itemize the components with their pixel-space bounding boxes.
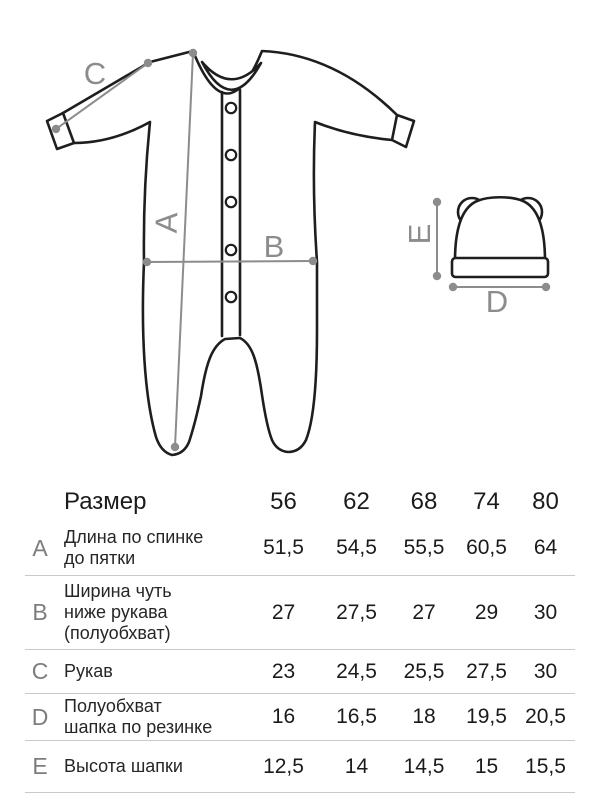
row-letter: C [25, 650, 55, 694]
cell-value: 30 [516, 650, 575, 694]
row-label-line: Длина по спинке [64, 527, 204, 547]
cell-value: 27 [245, 576, 322, 650]
row-label [55, 650, 245, 694]
hat-dome [455, 197, 545, 261]
cell-value: 27,5 [322, 576, 391, 650]
row-letter: A [25, 521, 55, 576]
header-letter-spacer [25, 488, 55, 521]
cell-value: 55,5 [391, 521, 457, 576]
row-label-line: Рукав [64, 661, 113, 681]
measurement-label-b: B [263, 229, 285, 264]
snap-button [226, 197, 236, 207]
cell-value: 23 [245, 650, 322, 694]
row-label-line: до пятки [64, 548, 136, 568]
table-row [25, 521, 575, 576]
row-label-line: (полуобхват) [64, 623, 171, 643]
table-title: Размер [64, 488, 147, 515]
hat-brim [452, 258, 548, 277]
snap-button [226, 150, 236, 160]
row-letter: D [25, 694, 55, 741]
row-letter: B [25, 576, 55, 650]
size-col-header: 62 [343, 488, 370, 515]
cell-value: 16 [245, 694, 322, 741]
table-row [25, 650, 575, 694]
cell-value: 15 [457, 741, 516, 793]
table-row [25, 576, 575, 650]
cell-value: 14,5 [391, 741, 457, 793]
hat-illustration [452, 197, 548, 277]
cell-value: 16,5 [322, 694, 391, 741]
cell-value: 18 [391, 694, 457, 741]
snap-button [226, 292, 236, 302]
row-label-line: Высота шапки [64, 756, 183, 776]
measurement-label-e: E [402, 223, 437, 245]
cell-value: 14 [322, 741, 391, 793]
cell-value: 29 [457, 576, 516, 650]
row-label-line: ниже рукава [64, 602, 168, 622]
measurement-label-d: D [485, 284, 509, 319]
size-col-header: 80 [532, 488, 559, 515]
table-row [25, 741, 575, 793]
measurement-label-a: A [148, 211, 185, 234]
cell-value: 25,5 [391, 650, 457, 694]
row-label [55, 521, 245, 576]
table-row [25, 694, 575, 741]
size-col-header: 68 [410, 488, 438, 515]
snap-button [226, 103, 236, 113]
cell-value: 27 [391, 576, 457, 650]
table-header-row [25, 488, 575, 521]
romper-illustration [47, 51, 414, 455]
cell-value: 20,5 [516, 694, 575, 741]
cell-value: 12,5 [245, 741, 322, 793]
cell-value: 51,5 [245, 521, 322, 576]
row-label [55, 694, 245, 741]
measurement-label-c: C [83, 56, 107, 91]
row-letter: E [25, 741, 55, 793]
row-label [55, 741, 245, 793]
cell-value: 30 [516, 576, 575, 650]
size-table [25, 488, 575, 793]
row-label-line: Полуобхват [64, 696, 162, 716]
size-col-header: 56 [270, 488, 297, 515]
cell-value: 27,5 [457, 650, 516, 694]
size-col-header: 74 [473, 488, 500, 515]
row-label-line: шапка по резинке [64, 717, 213, 737]
cell-value: 24,5 [322, 650, 391, 694]
cell-value: 64 [516, 521, 575, 576]
cell-value: 15,5 [516, 741, 575, 793]
row-label-line: Ширина чуть [64, 581, 172, 601]
snap-button [226, 245, 236, 255]
cell-value: 54,5 [322, 521, 391, 576]
row-label [55, 576, 245, 650]
cell-value: 19,5 [457, 694, 516, 741]
cell-value: 60,5 [457, 521, 516, 576]
